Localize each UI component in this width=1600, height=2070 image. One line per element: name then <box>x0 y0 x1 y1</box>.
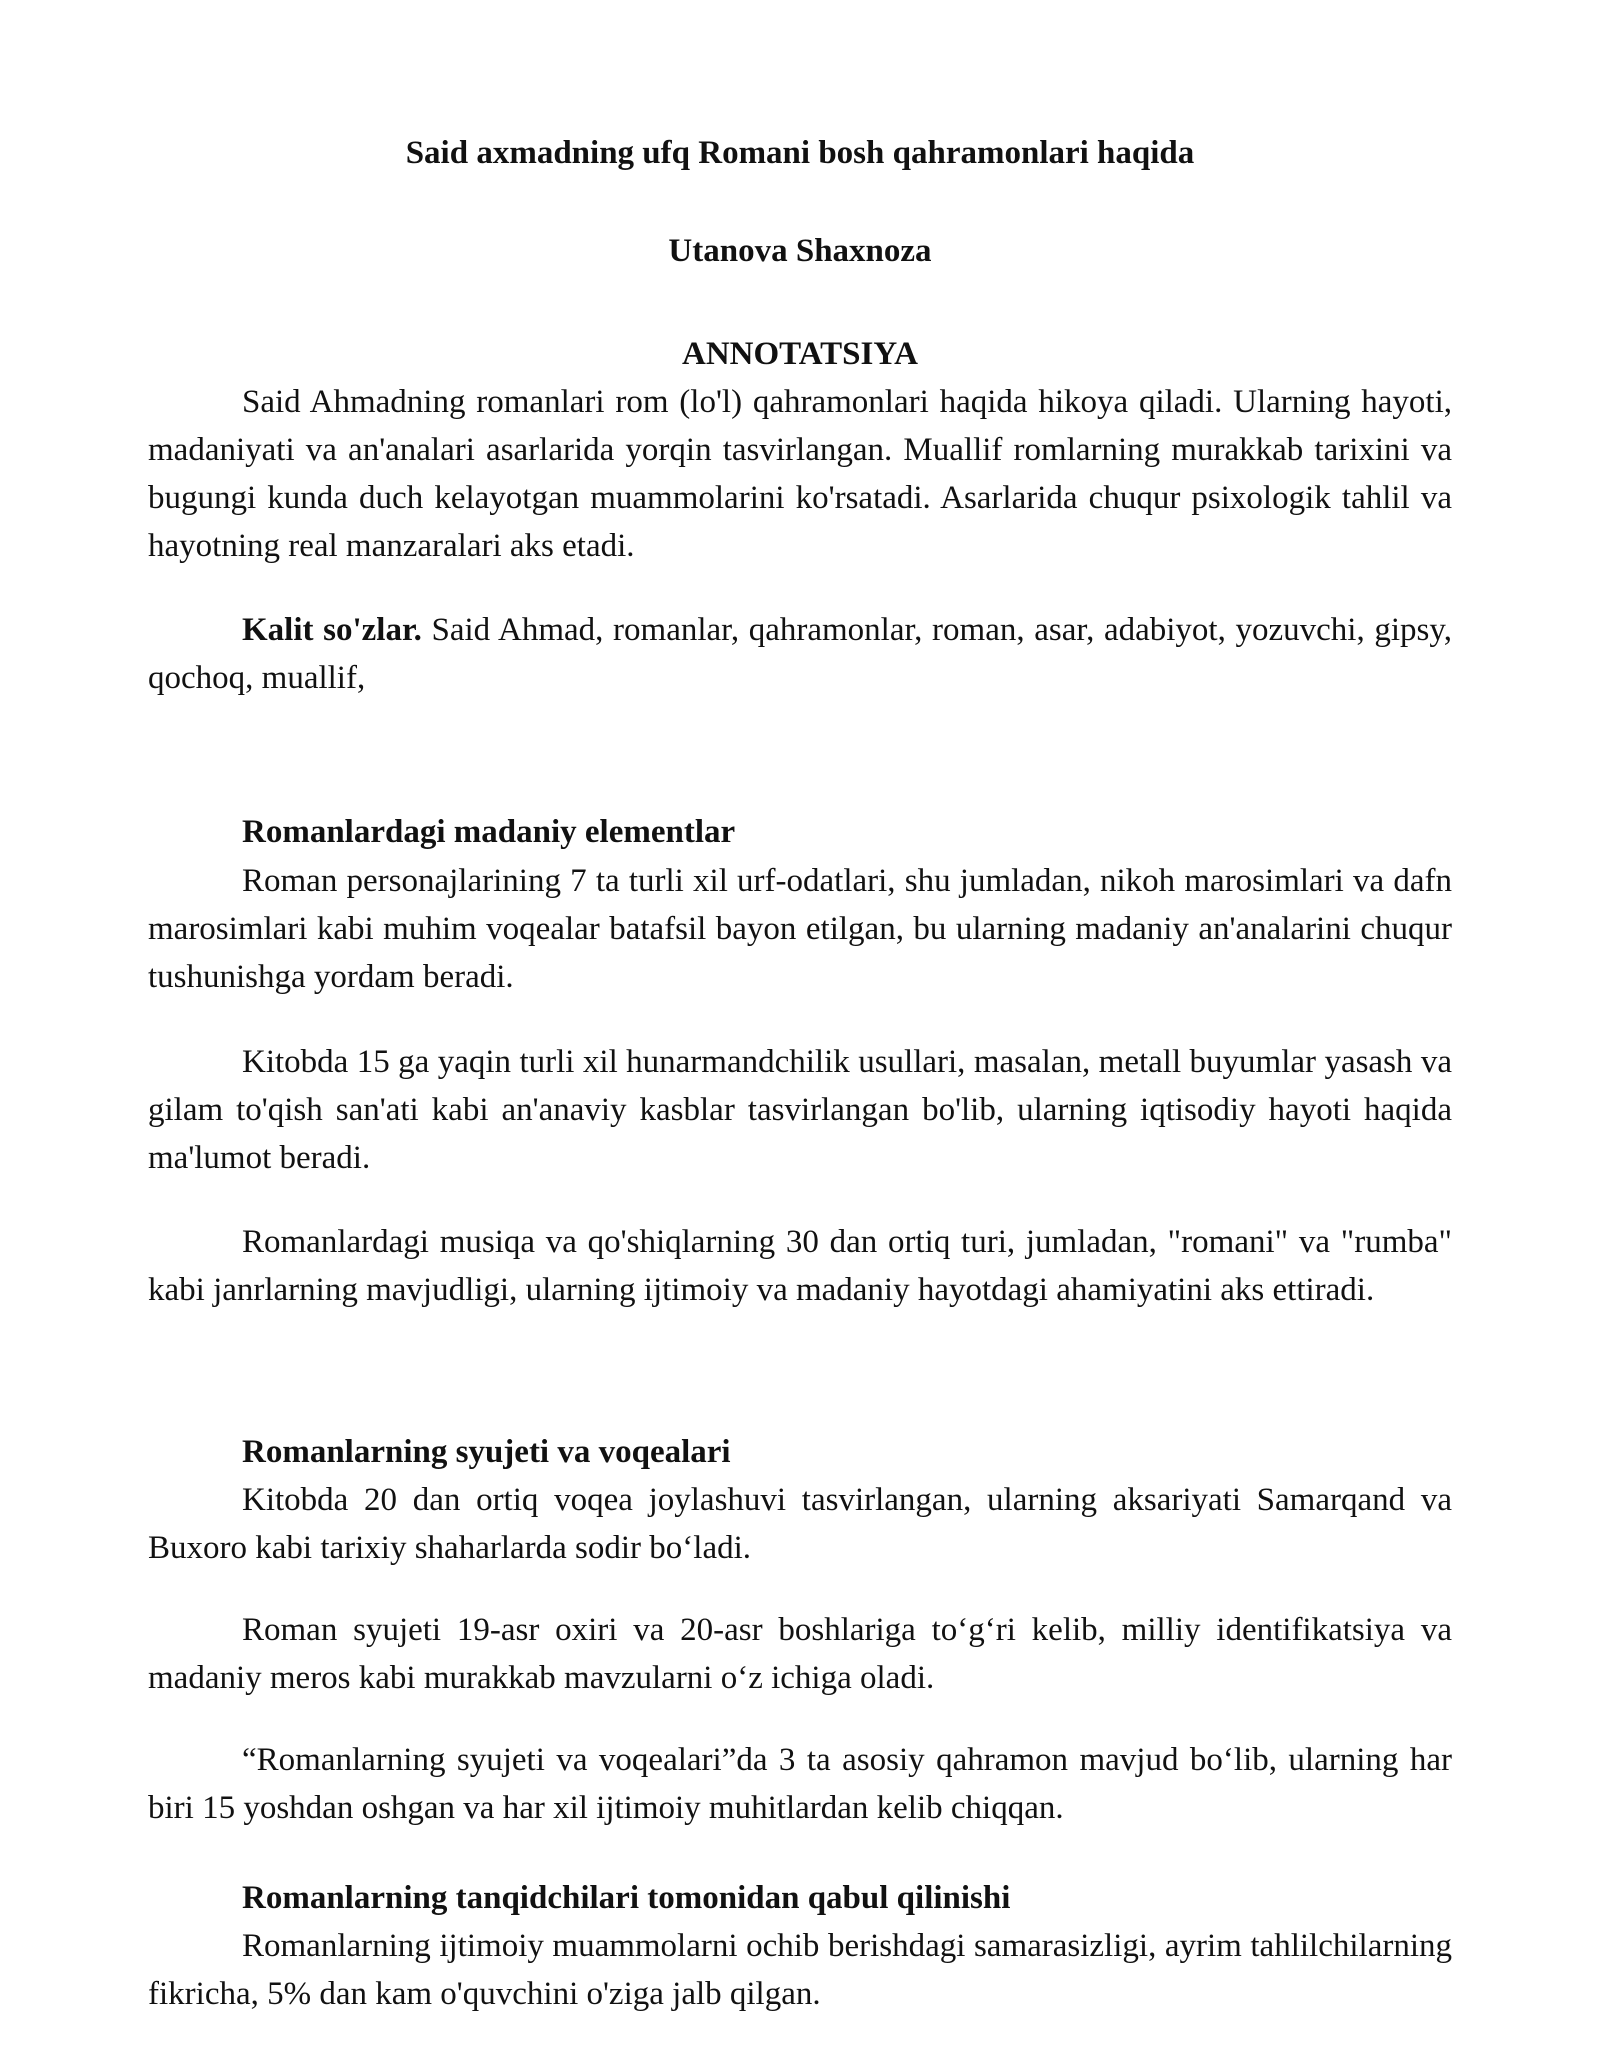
section-heading-reception: Romanlarning tanqidchilari tomonidan qabul qilinishi <box>242 1880 1011 1916</box>
author-name: Utanova Shaxnoza <box>668 233 932 269</box>
section-paragraph: “Romanlarning syujeti va voqealari”da 3 ta asosiy qahramon mavjud bo‘lib, ularning har biri 15 yoshdan oshgan va har xil ijtimoiy muhitlardan kelib chiqqan. <box>148 1742 1452 1826</box>
section-heading-cultural: Romanlardagi madaniy elementlar <box>242 814 736 850</box>
keywords-paragraph <box>148 606 1452 702</box>
section-paragraph: Kitobda 15 ga yaqin turli xil hunarmandchilik usullari, masalan, metall buyumlar yasash va gilam to'qish san'ati kabi an'anaviy kasblar tasvirlangan bo'lib, ularning iqtisodiy hayoti haqida ma'lumot beradi. <box>148 1044 1452 1176</box>
document-title: Said axmadning ufq Romani bosh qahramonlari haqida <box>405 135 1195 171</box>
section-paragraph: Roman personajlarining 7 ta turli xil urf-odatlari, shu jumladan, nikoh marosimlari va dafn marosimlari kabi muhim voqealar batafsil bayon etilgan, bu ularning madaniy an'analarini chuqur tushunishga yordam beradi. <box>148 863 1452 995</box>
section-heading-plot: Romanlarning syujeti va voqealari <box>242 1434 731 1470</box>
section-paragraph: Roman syujeti 19-asr oxiri va 20-asr boshlariga to‘g‘ri kelib, milliy identifikatsiya va madaniy meros kabi murakkab mavzularni o‘z ichiga oladi. <box>148 1612 1452 1696</box>
section-paragraph: Romanlardagi musiqa va qo'shiqlarning 30 dan ortiq turi, jumladan, "romani" va "rumba" kabi janrlarning mavjudligi, ularning ijtimoiy va madaniy hayotdagi ahamiyatini aks ettiradi. <box>148 1224 1452 1308</box>
keywords-text: Said Ahmad, romanlar, qahramonlar, roman, asar, adabiyot, yozuvchi, gipsy, qochoq, muallif, <box>148 612 1452 696</box>
keywords-label: Kalit so'zlar. <box>242 612 422 648</box>
annotation-heading: ANNOTATSIYA <box>682 336 918 372</box>
annotation-paragraph: Said Ahmadning romanlari rom (lo'l) qahramonlari haqida hikoya qiladi. Ularning hayoti, madaniyati va an'analari asarlarida yorqin tasvirlangan. Muallif romlarning murakkab tarixini va bugungi kunda duch kelayotgan muammolarini ko'rsatadi. Asarlarida chuqur psixologik tahlil va hayotning real manzaralari aks etadi. <box>148 384 1452 564</box>
section-paragraph: Romanlarning ijtimoiy muammolarni ochib berishdagi samarasizligi, ayrim tahlilchilarning fikricha, 5% dan kam o'quvchini o'ziga jalb qilgan. <box>148 1928 1452 2012</box>
section-paragraph: Kitobda 20 dan ortiq voqea joylashuvi tasvirlangan, ularning aksariyati Samarqand va Buxoro kabi tarixiy shaharlarda sodir bo‘ladi. <box>148 1482 1452 1566</box>
